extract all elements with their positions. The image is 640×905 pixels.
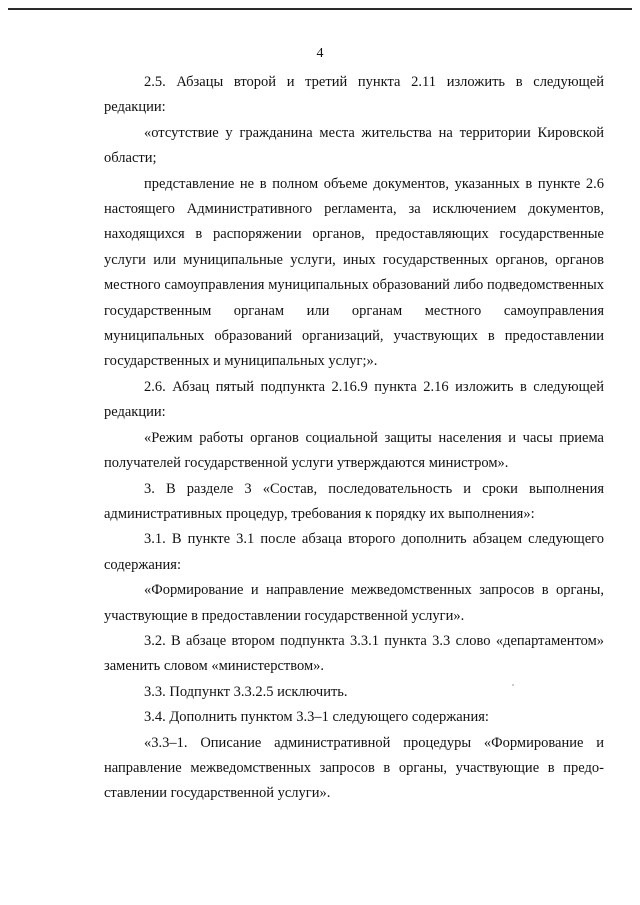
scan-speck: [512, 684, 514, 686]
paragraph-quote-interagency-requests: «Формирование и направление межведомственных запросов в органы, участвующие в предоставлении государственной услуги».: [104, 582, 604, 624]
paragraph-3-1: 3.1. В пункте 3.1 после абзаца второго дополнить абзацем следующего содержания:: [104, 531, 604, 573]
paragraph-3-4: 3.4. Дополнить пунктом 3.3–1 следующего содержания:: [144, 709, 489, 726]
paragraph-3-2: 3.2. В абзаце втором подпункта 3.3.1 пункта 3.3 слово «департаментом» заменить словом «министерством».: [104, 632, 604, 675]
paragraph-quote-3-3-1: «3.3–1. Описание административной процедуры «Формирование и направление межведомственных запросов в органы, участвующие в предоставлении государственной услуги».: [104, 734, 604, 802]
paragraph-2-6: 2.6. Абзац пятый подпункта 2.16.9 пункта 2.16 изложить в следующей редакции:: [104, 378, 604, 421]
paragraph-quote-work-schedule: «Режим работы органов социальной защиты населения и часы приема получателей государственной услуги утверждаются министром».: [104, 429, 604, 472]
page-number: 4: [316, 46, 324, 61]
paragraph-2-5: 2.5. Абзацы второй и третий пункта 2.11 изложить в следующей редакции:: [104, 74, 604, 116]
paragraph-incomplete-documents: представление не в полном объеме документов, указанных в пункте 2.6 настоящего Административного регламента, за исключением документов, находящихся в распоряжении органов, предоставляющих государственные услуги или муниципальные услуги, иных государственных органов, органов местного самоуправления муниципальных образований либо подведомственных государственным органам или органам местного самоуправления муниципальных образований организаций, участвующих в предоставлении государственных и муниципальных услуг;».: [104, 175, 604, 370]
paragraph-quote-residence: «отсутствие у гражданина места жительства на территории Кировской области;: [104, 124, 604, 167]
paragraph-section-3: 3. В разделе 3 «Состав, последовательность и сроки выполнения административных процедур, требования к порядку их выполнения»:: [104, 480, 604, 522]
document-body: [104, 70, 604, 807]
paragraph-3-3: 3.3. Подпункт 3.3.2.5 исключить.: [144, 683, 348, 700]
top-border-line: [8, 8, 632, 10]
